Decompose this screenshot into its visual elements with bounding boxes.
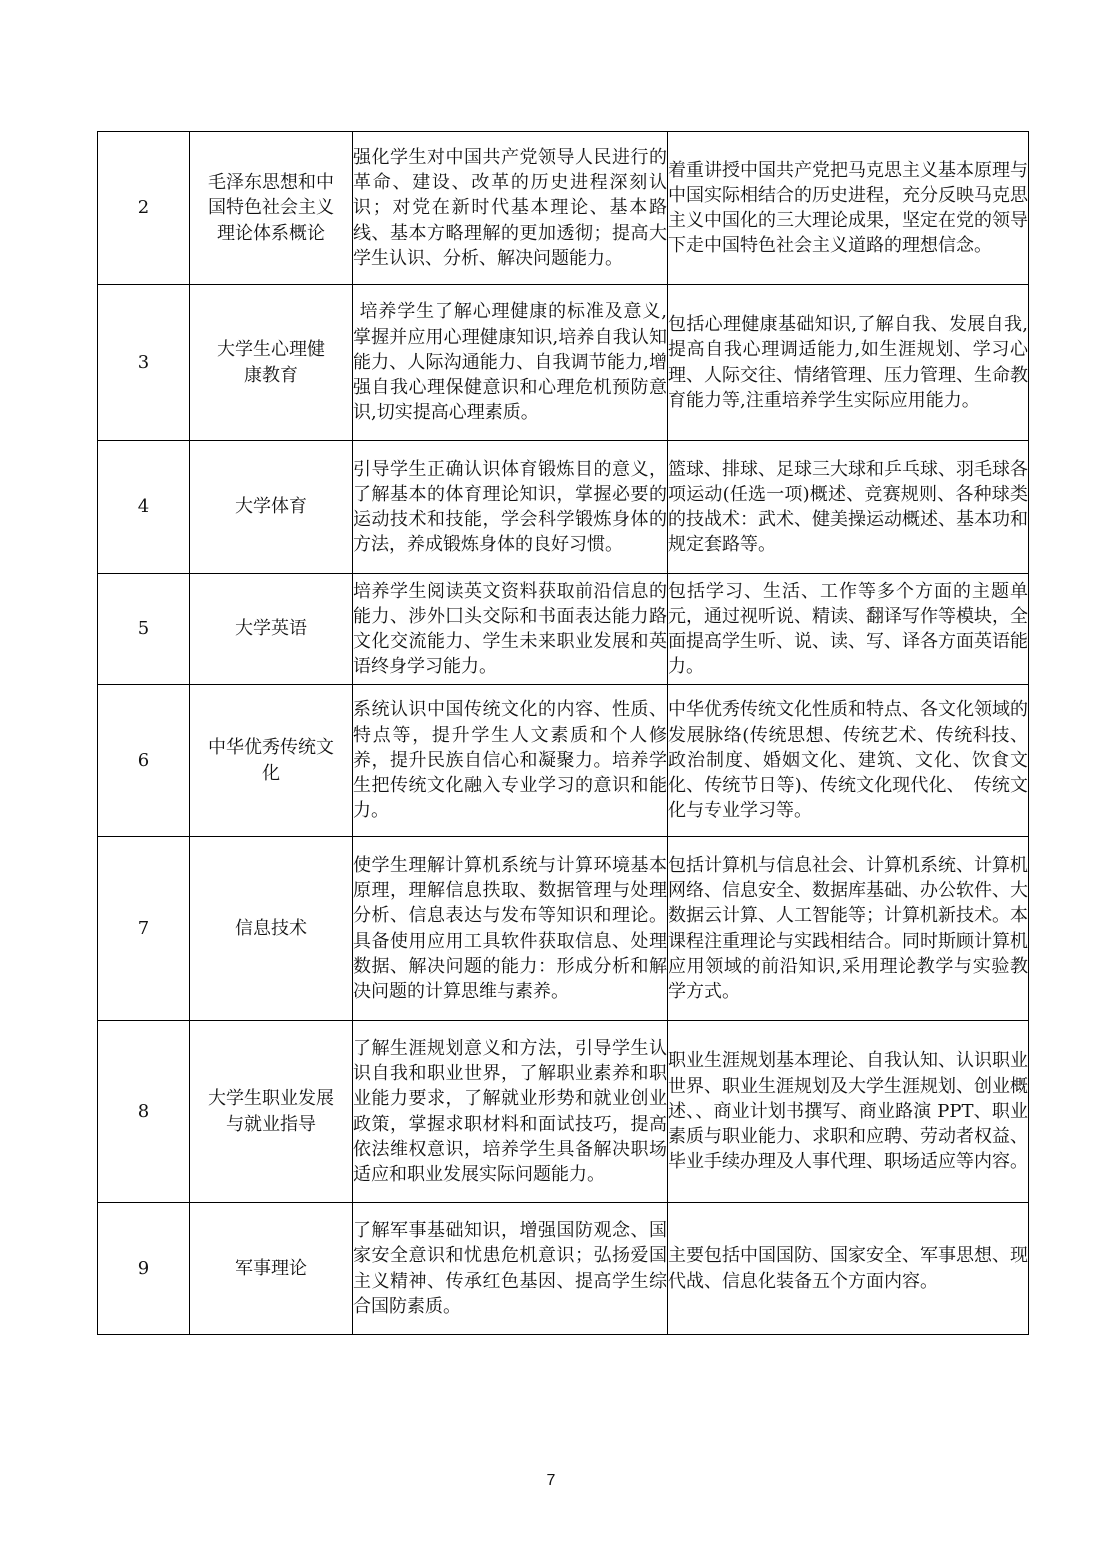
course-objective: 培养学生阅读英文资料获取前沿信息的能力、涉外囗头交际和书面表达能力路文化交流能力、学生未来职业发展和英语终身学习能力。: [353, 574, 668, 685]
course-objective: 引导学生正确认识体育锻炼目的意义，了解基本的体育理论知识，掌握必要的运动技术和技能，学会科学锻炼身体的方法，养成锻炼身体的良好习惯。: [353, 441, 668, 574]
row-number: 7: [98, 837, 190, 1021]
row-number: 4: [98, 441, 190, 574]
row-number: 8: [98, 1021, 190, 1203]
table-row: [98, 1203, 1029, 1335]
course-name: 大学生职业发展与就业指导: [190, 1021, 353, 1203]
course-objective: 了解军事基础知识，增强国防观念、国家安全意识和忧患危机意识；弘扬爱国主义精神、传承红色基因、提高学生综合国防素质。: [353, 1203, 668, 1335]
table-row: [98, 132, 1029, 285]
course-content: 主要包括中国国防、国家安全、军事思想、现代战、信息化装备五个方面内容。: [668, 1203, 1029, 1335]
table-row: [98, 441, 1029, 574]
course-content: 包括计算机与信息社会、计算机系统、计算机网络、信息安全、数据库基础、办公软件、大数据云计算、人工智能等；计算机新技术。本课程注重理论与实践相结合。同时斯顾计算机应用领域的前沿知识,采用理论教学与实验教学方式。: [668, 837, 1029, 1021]
course-objective: 培养学生了解心理健康的标准及意义,掌握并应用心理健康知识,培养自我认知能力、人际沟通能力、自我调节能力,增强自我心理保健意识和心理危机预防意识,切实提高心理素质。: [353, 285, 668, 441]
course-name: 大学体育: [190, 441, 353, 574]
course-content: 中华优秀传统文化性质和特点、各文化领域的发展脉络(传统思想、传统艺术、传统科技、政治制度、婚姻文化、建筑、文化、饮食文化、传统节日等)、传统文化现代化、 传统文化与专业学习等。: [668, 685, 1029, 837]
course-objective: 强化学生对中国共产党领导人民进行的革命、建设、改革的历史进程深刻认识；对党在新时代基本理论、基本路线、基本方略理解的更加透彻；提高大学生认识、分析、解决问题能力。: [353, 132, 668, 285]
course-content: 篮球、排球、足球三大球和乒乓球、羽毛球各项运动(任选一项)概述、竞赛规则、各种球类的技战术：武术、健美操运动概述、基本功和规定套路等。: [668, 441, 1029, 574]
course-content: 包括心理健康基础知识,了解自我、发展自我,提高自我心理调适能力,如生涯规划、学习心理、人际交往、情绪管理、压力管理、生命教育能力等,注重培养学生实际应用能力。: [668, 285, 1029, 441]
row-number: 3: [98, 285, 190, 441]
table-row: [98, 285, 1029, 441]
table-row: [98, 1021, 1029, 1203]
course-content: 着重讲授中国共产党把马克思主义基本原理与中国实际相结合的历史进程，充分反映马克思主义中国化的三大理论成果，坚定在党的领导下走中国特色社会主义道路的理想信念。: [668, 132, 1029, 285]
course-objective: 系统认识中国传统文化的内容、性质、特点等，提升学生人文素质和个人修养，提升民族自信心和凝聚力。培养学生把传统文化融入专业学习的意识和能力。: [353, 685, 668, 837]
course-name: 信息技术: [190, 837, 353, 1021]
table-row: [98, 685, 1029, 837]
table-row: [98, 574, 1029, 685]
row-number: 6: [98, 685, 190, 837]
table-row: [98, 837, 1029, 1021]
row-number: 2: [98, 132, 190, 285]
course-content: 职业生涯规划基本理论、自我认知、认识职业世界、职业生涯规划及大学生涯规划、创业概述、、商业计划书撰写、商业路演 PPT、职业素质与职业能力、求职和应聘、劳动者权益、毕业手续办理及人事代理、职场适应等内容。: [668, 1021, 1029, 1203]
course-name: 军事理论: [190, 1203, 353, 1335]
course-name: 大学生心理健康教育: [190, 285, 353, 441]
course-objective: 了解生涯规划意义和方法，引导学生认识自我和职业世界，了解职业素养和职业能力要求，了解就业形势和就业创业政策，掌握求职材料和面试技巧，提高依法维权意识，培养学生具备解决职场适应和职业发展实际问题能力。: [353, 1021, 668, 1203]
row-number: 5: [98, 574, 190, 685]
course-name: 中华优秀传统文化: [190, 685, 353, 837]
row-number: 9: [98, 1203, 190, 1335]
course-objective: 使学生理解计算机系统与计算环境基本原理，理解信息抶取、数据管理与处理分析、信息表达与发布等知识和理论。具备使用应用工具软件获取信息、处理数据、解决问题的能力：形成分析和解决问题的计算思维与素养。: [353, 837, 668, 1021]
course-name: 大学英语: [190, 574, 353, 685]
course-name: 毛泽东思想和中国特色社会主义理论体系概论: [190, 132, 353, 285]
course-table: [97, 131, 1029, 1335]
page-number: 7: [546, 1472, 556, 1489]
course-content: 包括学习、生活、工作等多个方面的主题单元，通过视听说、精读、翻译写作等模块，全面提高学生听、说、读、写、译各方面英语能力。: [668, 574, 1029, 685]
